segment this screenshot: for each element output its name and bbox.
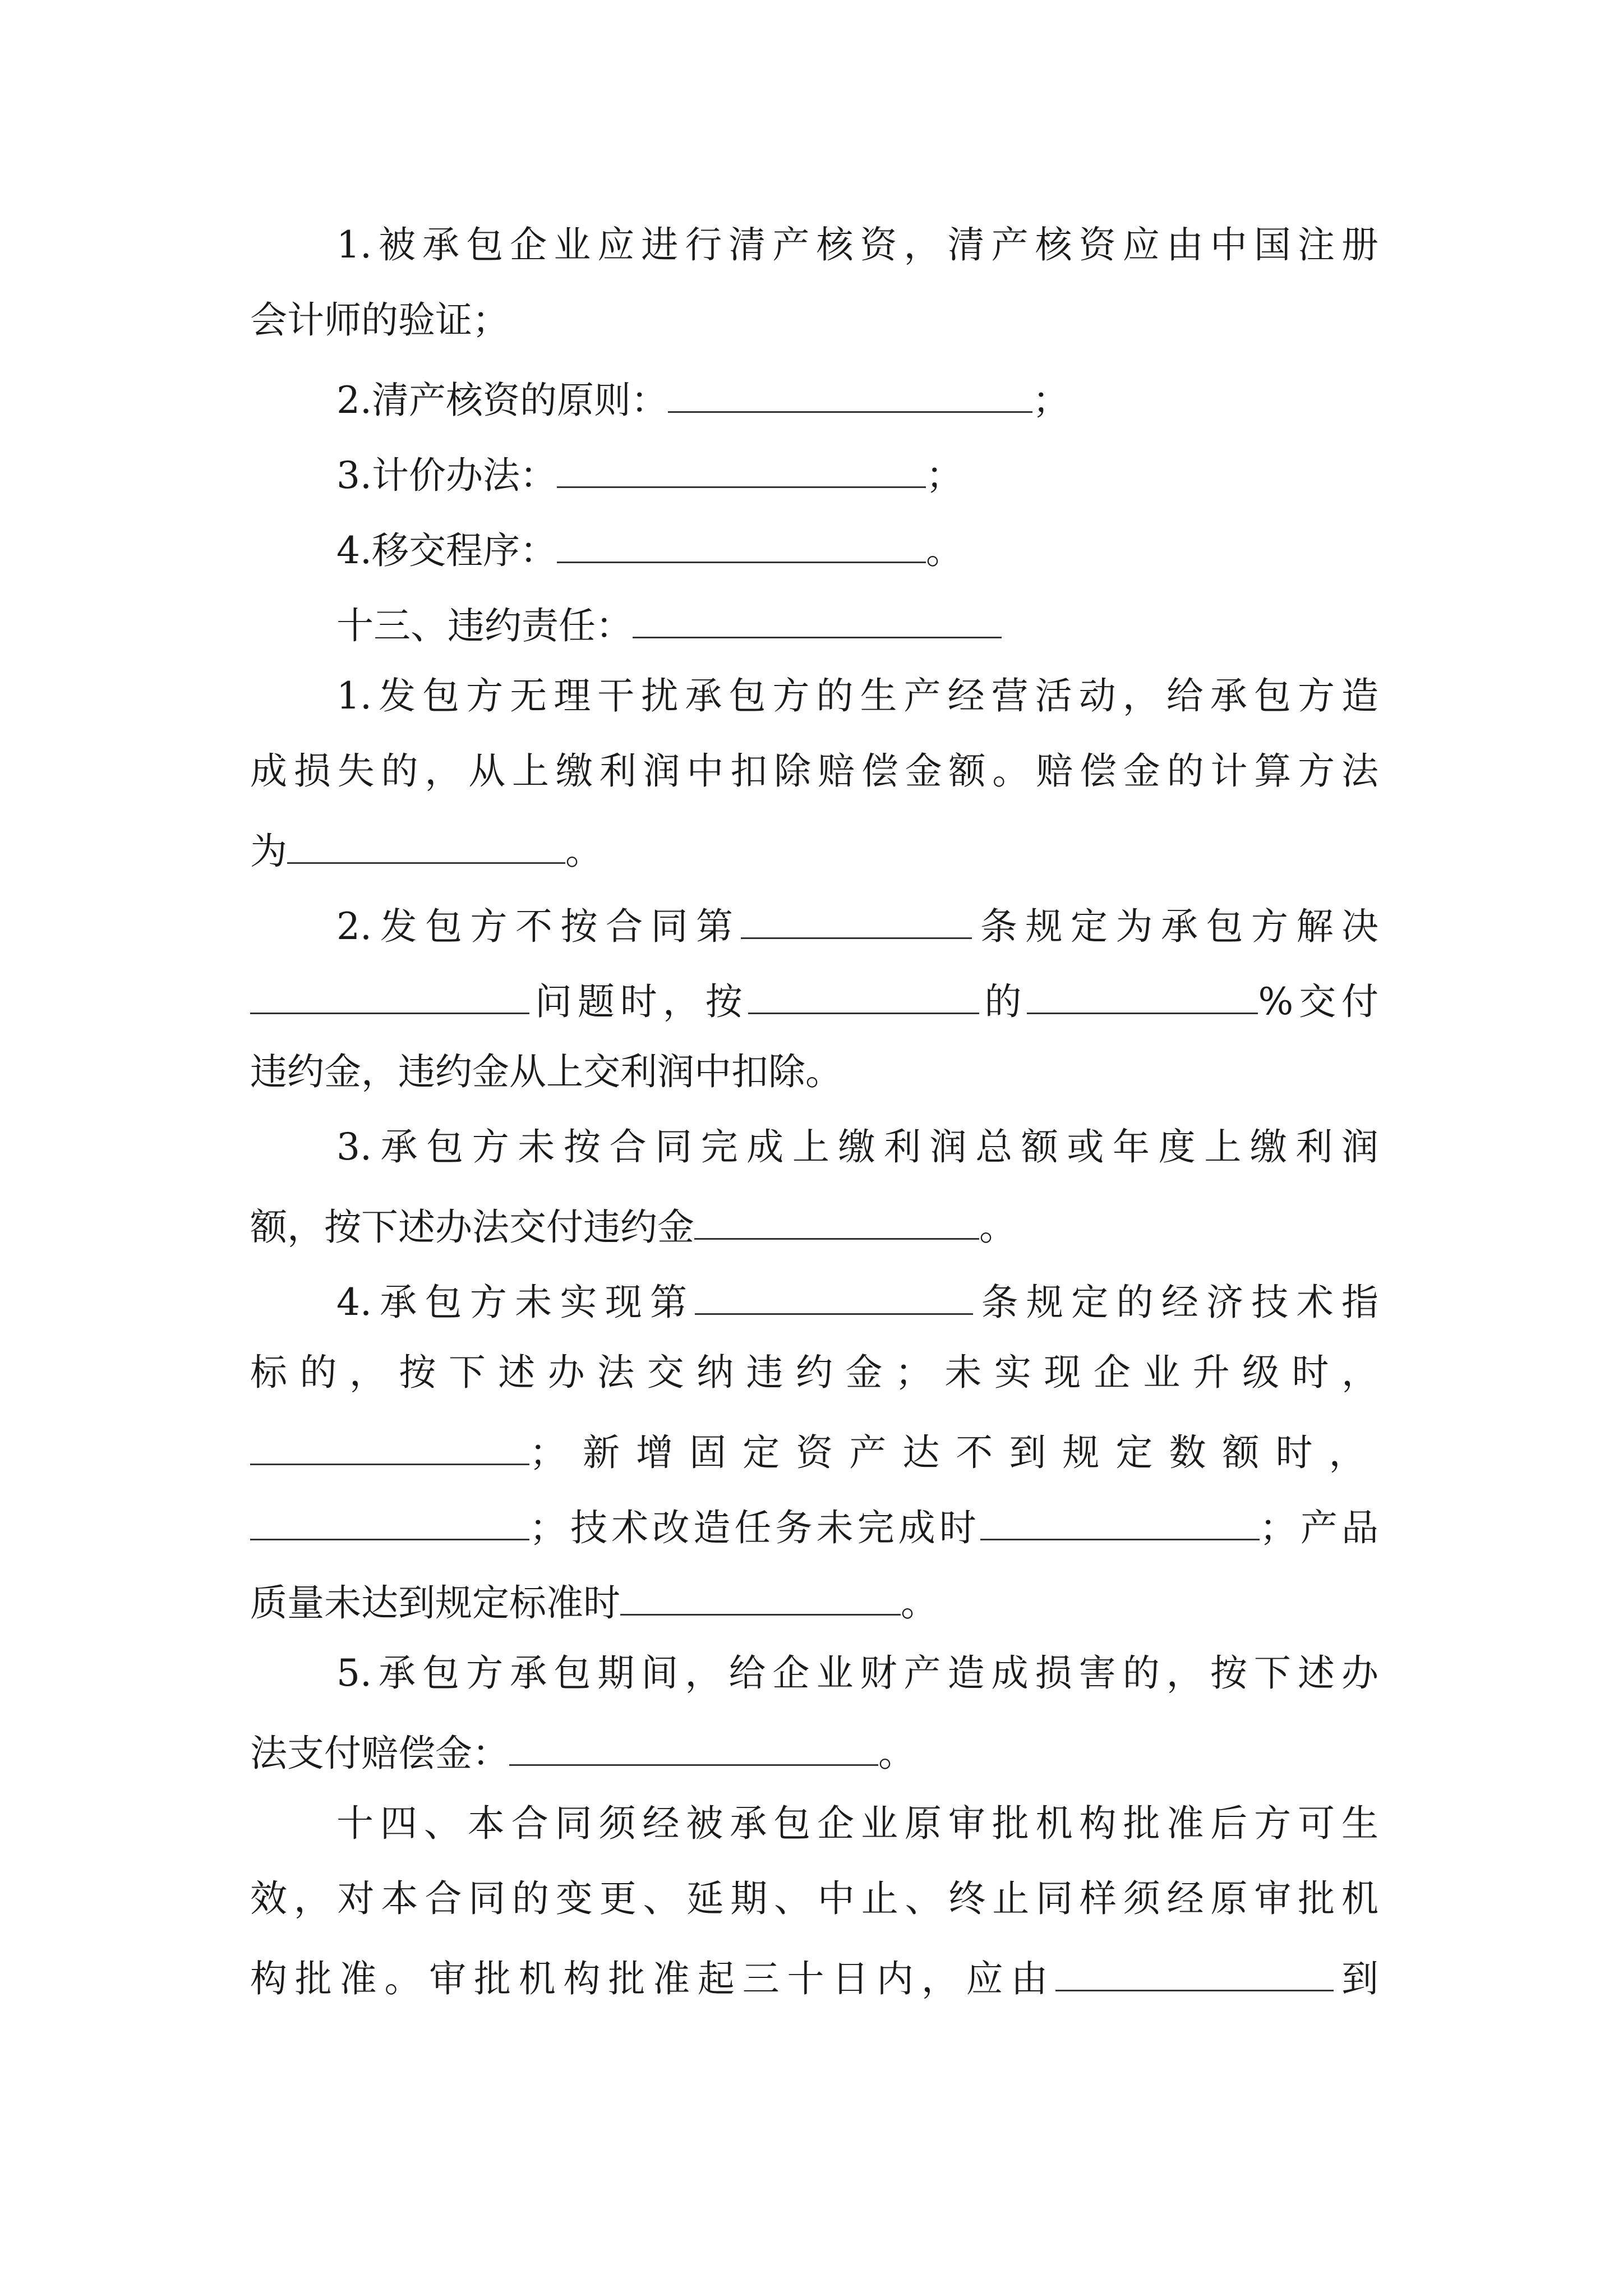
clause13-item5-line2-text: 法支付赔偿金： [250,1732,509,1775]
clause13-item3-line2-text: 额，按下述办法交付违约金 [250,1205,694,1249]
clause14-line1: 十四、本合同须经被承包企业原审批机构批准后方可生 [336,1802,1378,1845]
clause13-item3-line2 [250,1194,1378,1250]
clause13-item4-line1-a: 4.承包方未实现第 [336,1281,695,1324]
clause12-item2-end: ； [1032,379,1069,422]
clause12-item4-end: 。 [925,529,963,572]
blank-field [1055,1946,1334,1991]
clause13-item4-line3-text: ；新增固定资产达不到规定数额时， [529,1431,1378,1474]
clause13-item1-line3 [250,818,1378,875]
clause13-item1-line3-text: 为 [250,830,287,873]
clause13-item4-line5 [250,1570,1378,1626]
blank-field [694,1194,979,1240]
blank-field [1027,969,1258,1014]
clause13-item1-line3-end: 。 [565,830,602,873]
clause14-line2: 效，对本合同的变更、延期、中止、终止同样须经原审批机 [250,1877,1378,1920]
clause13-item2-line3: 违约金，违约金从上交利润中扣除。 [250,1050,842,1093]
clause12-item2 [336,367,1378,424]
blank-field [668,367,1032,413]
blank-field [620,1570,901,1616]
clause13-item2-line2 [250,969,1378,1025]
clause13-item4-line4-a: ；技术改造任务未完成时 [529,1506,980,1549]
clause12-item1-line1: 1.被承包企业应进行清产核资，清产核资应由中国注册 [336,223,1378,266]
clause13-item5-line2 [250,1720,1378,1777]
clause13-item4-line1-b: 条规定的经济技术指 [973,1281,1378,1324]
clause13-item1-line1: 1.发包方无理干扰承包方的生产经营活动，给承包方造 [336,674,1378,717]
clause13-item2-line2-a: 问题时，按 [529,980,748,1023]
clause13-heading-label: 十三、违约责任： [336,604,633,647]
clause14-line3-b: 到 [1334,1957,1379,2000]
clause13-item5-line2-end: 。 [878,1732,915,1775]
clause13-item4-line5-text: 质量未达到规定标准时 [250,1581,620,1625]
clause12-item3-end: ； [925,454,963,497]
clause14-line3-a: 构批准。审批机构批准起三十日内，应由 [250,1957,1056,2000]
clause13-item5-line1: 5.承包方承包期间，给企业财产造成损害的，按下述办 [336,1651,1378,1695]
clause13-item1-line2: 成损失的，从上缴利润中扣除赔偿金额。赔偿金的计算方法 [250,749,1378,793]
clause13-item4-line4-b: ；产品 [1259,1506,1379,1549]
blank-field [695,1269,973,1315]
blank-field [748,969,979,1014]
blank-field [633,593,1002,638]
clause12-item4-label: 4.移交程序： [336,529,557,572]
blank-field [557,518,926,563]
clause12-item2-label: 2.清产核资的原则： [336,379,668,422]
clause13-item4-line5-end: 。 [901,1581,938,1625]
clause12-item4 [336,518,1378,574]
blank-field [250,1420,529,1465]
blank-field [509,1720,878,1766]
clause12-item1-line2: 会计师的验证； [250,298,509,342]
clause13-item2-line1-b: 条规定为承包方解决 [972,905,1378,948]
clause13-item4-line3 [250,1420,1378,1476]
clause12-item3 [336,443,1378,499]
blank-field [250,1495,529,1540]
clause14-line3 [250,1946,1378,2002]
blank-field [980,1495,1260,1540]
clause13-item2-line2-c: %交付 [1258,980,1379,1023]
clause13-item3-line2-end: 。 [979,1205,1016,1249]
blank-field [557,443,926,488]
blank-field [741,894,972,939]
blank-field [250,969,529,1014]
clause13-item2-line2-b: 的 [979,980,1027,1023]
clause13-item2-line1 [336,894,1378,950]
blank-field [287,818,565,864]
clause13-item3-line1: 3.承包方未按合同完成上缴利润总额或年度上缴利润 [336,1125,1378,1168]
clause12-item3-label: 3.计价办法： [336,454,557,497]
clause13-item4-line1 [336,1269,1378,1326]
clause13-item4-line4 [250,1495,1378,1551]
clause13-item4-line2: 标的，按下述办法交纳违约金；未实现企业升级时， [250,1351,1378,1394]
clause13-heading [336,593,1378,649]
clause13-item2-line1-a: 2.发包方不按合同第 [336,905,741,948]
